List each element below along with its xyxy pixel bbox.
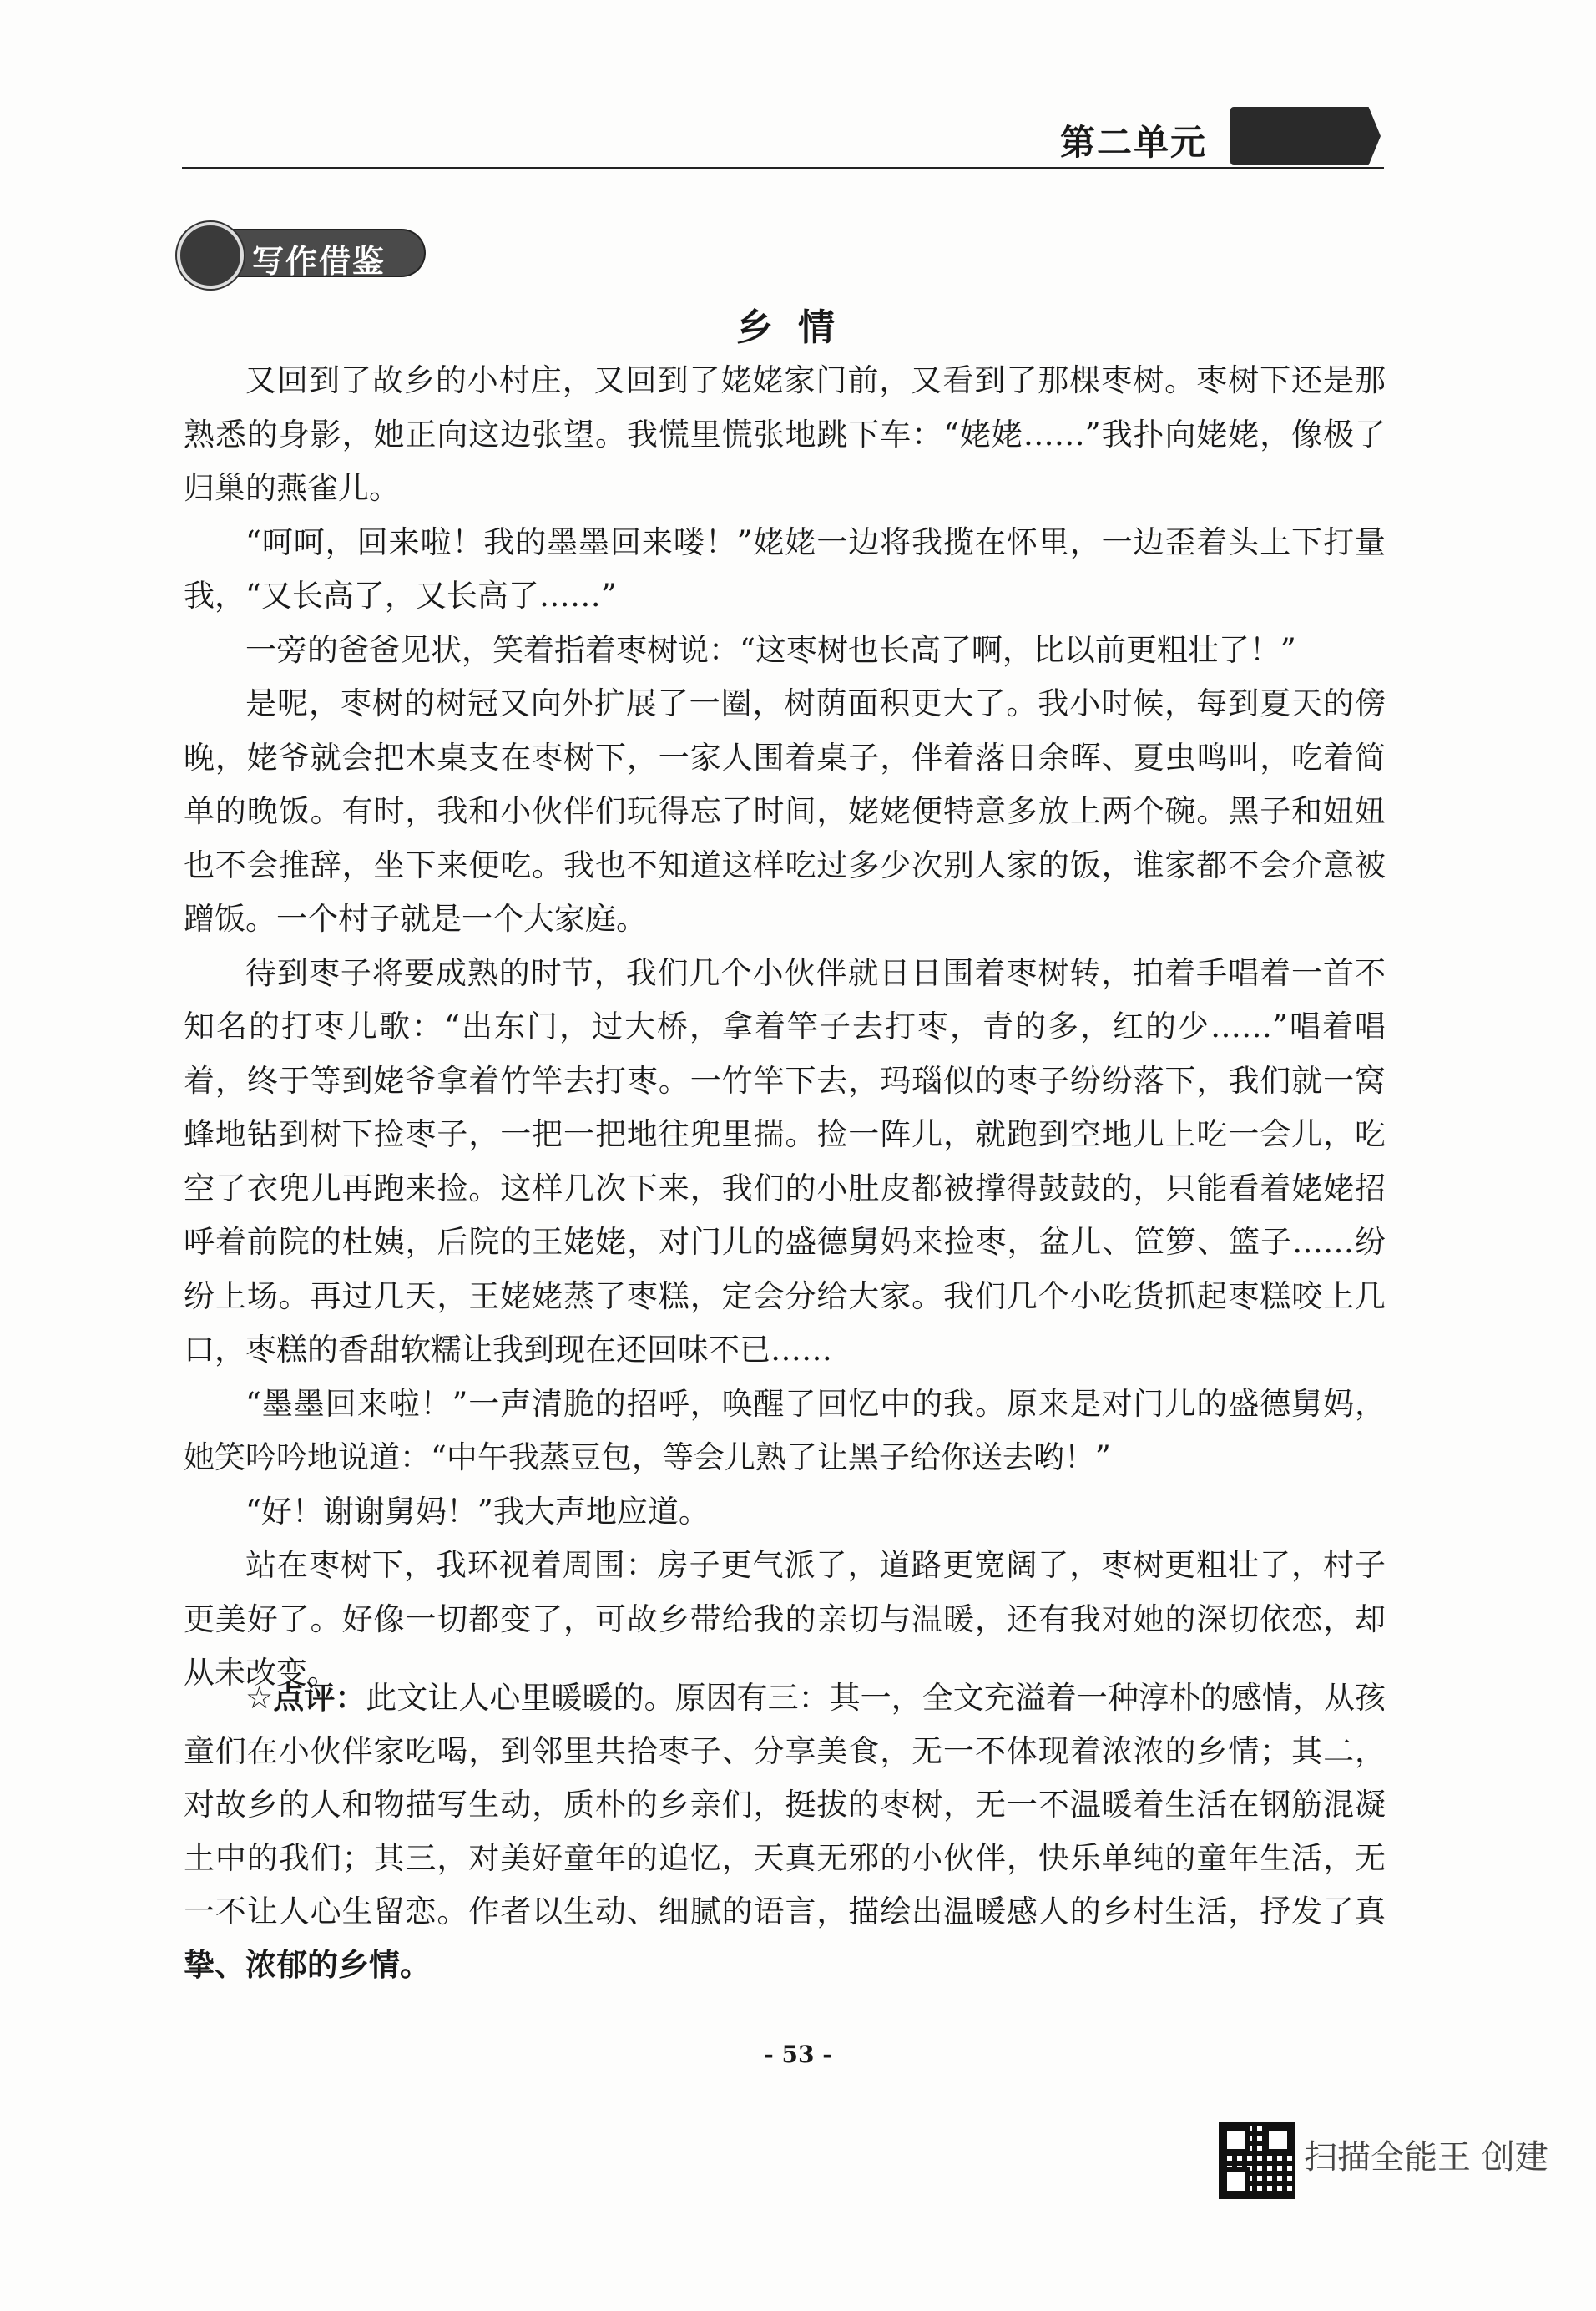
paragraph: 是呢，枣树的树冠又向外扩展了一圈，树荫面积更大了。我小时候，每到夏天的傍晚，姥爷就会把木桌支在枣树下，一家人围着桌子，伴着落日余晖、夏虫鸣叫，吃着简单的晚饭。有时，我和小伙伴们玩得忘了时间，姥姥便特意多放上两个碗。黑子和妞妞也不会推辞，坐下来便吃。我也不知道这样吃过多少次别人家的饭，谁家都不会介意被蹭饭。一个村子就是一个大家庭。 [184, 685, 1386, 937]
paragraph: “好！谢谢舅妈！”我大声地应道。 [245, 1493, 710, 1530]
series-logo-icon [1230, 107, 1381, 165]
paragraph: 一旁的爸爸见状，笑着指着枣树说：“这枣树也长高了啊，比以前更粗壮了！” [245, 631, 1296, 668]
review-comment [184, 1671, 1386, 1992]
qr-code-icon [1219, 2122, 1295, 2199]
paragraph: “墨墨回来啦！”一声清脆的招呼，唤醒了回忆中的我。原来是对门儿的盛德舅妈，她笑吟吟地说道：“中午我蒸豆包，等会儿熟了让黑子给你送去哟！” [184, 1385, 1386, 1475]
paragraph: 待到枣子将要成熟的时节，我们几个小伙伴就日日围着枣树转，拍着手唱着一首不知名的打枣儿歌：“出东门，过大桥，拿着竿子去打枣，青的多，红的少……”唱着唱着，终于等到姥爷拿着竹竿去打枣。一竹竿下去，玛瑙似的枣子纷纷落下，我们就一窝蜂地钻到树下捡枣子，一把一把地往兜里揣。捡一阵儿，就跑到空地儿上吃一会儿，吃空了衣兜儿再跑来捡。这样几次下来，我们的小肚皮都被撑得鼓鼓的，只能看着姥姥招呼着前院的杜姨，后院的王姥姥，对门儿的盛德舅妈来捡枣，盆儿、笸箩、篮子……纷纷上场。再过几天，王姥姥蒸了枣糕，定会分给大家。我们几个小吃货抓起枣糕咬上几口，枣糕的香甜软糯让我到现在还回味不已…… [184, 954, 1386, 1368]
unit-heading: 第二单元 [1060, 122, 1208, 163]
scanner-watermark: 扫描全能王 创建 [1304, 2138, 1548, 2177]
review-text: 此文让人心里暖暖的。原因有三：其一，全文充溢着一种淳朴的感情，从孩童们在小伙伴家吃喝，到邻里共拾枣子、分享美食，无一不体现着浓浓的乡情；其二，对故乡的人和物描写生动，质朴的乡亲们，挺拔的枣树，无一不温暖着生活在钢筋混凝土中的我们；其三，对美好童年的追忆，天真无邪的小伙伴，快乐单纯的童年生活，无一不让人心生留恋。作者以生动、细腻的语言，描绘出温暖感人的乡村生活，抒发了真 [184, 1680, 1386, 1929]
page-number: - 53 - [764, 2040, 832, 2068]
article-body [184, 354, 1386, 1701]
section-badge-label: 写作借鉴 [252, 243, 386, 280]
paragraph: 站在枣树下，我环视着周围：房子更气派了，道路更宽阔了，枣树更粗壮了，村子更美好了。好像一切都变了，可故乡带给我的亲切与温暖，还有我对她的深切依恋，却从未改变。 [184, 1547, 1386, 1691]
paragraph: 又回到了故乡的小村庄，又回到了姥姥家门前，又看到了那棵枣树。枣树下还是那熟悉的身影，她正向这边张望。我慌里慌张地跳下车：“姥姥……”我扑向姥姥，像极了归巢的燕雀儿。 [184, 362, 1386, 506]
review-text-end: 挚、浓郁的乡情。 [184, 1947, 431, 1983]
header-divider [182, 167, 1384, 169]
article-title: 乡情 [736, 306, 860, 349]
review-label: ☆点评： [245, 1680, 366, 1716]
paragraph: “呵呵，回来啦！我的墨墨回来喽！”姥姥一边将我揽在怀里，一边歪着头上下打量我，“又长高了，又长高了……” [184, 523, 1386, 614]
badge-emblem-icon [177, 222, 244, 289]
section-badge [177, 222, 427, 282]
